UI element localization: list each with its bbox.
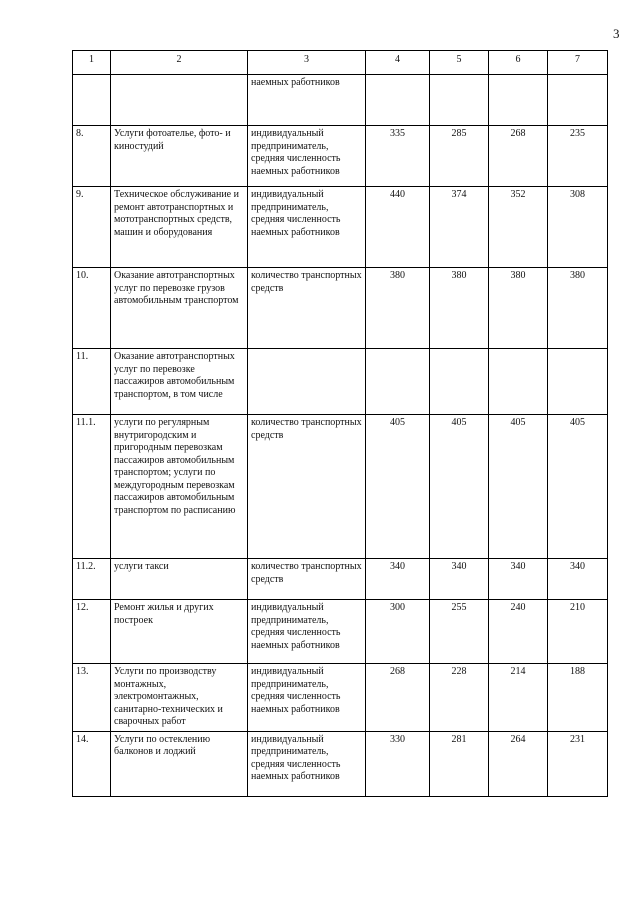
row-index: 11.1. [73,415,111,559]
physical-indicator: количество транспортных средств [248,415,366,559]
physical-indicator: количество транспортных средств [248,268,366,349]
value-col-6 [489,349,548,415]
value-col-4: 340 [366,559,430,600]
physical-indicator: индивидуальный предприниматель, средняя численность наемных работников [248,126,366,187]
value-col-4: 405 [366,415,430,559]
value-col-5: 285 [430,126,489,187]
value-col-6: 264 [489,731,548,796]
row-index: 11. [73,349,111,415]
header-cell: 1 [73,51,111,75]
table-row [73,664,608,732]
row-index: 8. [73,126,111,187]
physical-indicator: индивидуальный предприниматель, средняя численность наемных работников [248,731,366,796]
value-col-6: 214 [489,664,548,732]
service-name: услуги по регулярным внутригородским и пригородным перевозкам пассажиров автомобильным транспортом; услуги по междугородным перевозкам пассажиров автомобильным транспортом по расписанию [111,415,248,559]
table-row [73,415,608,559]
page-number: 3 [613,26,620,41]
row-index: 13. [73,664,111,732]
value-col-6: 380 [489,268,548,349]
header-cell: 5 [430,51,489,75]
physical-indicator: количество транспортных средств [248,559,366,600]
value-col-7: 308 [548,187,608,268]
table-body [73,75,608,797]
physical-indicator: индивидуальный предприниматель, средняя численность наемных работников [248,664,366,732]
table-row [73,75,608,126]
value-col-4 [366,75,430,126]
header-cell: 7 [548,51,608,75]
value-col-5: 255 [430,600,489,664]
value-col-6: 268 [489,126,548,187]
value-col-5: 228 [430,664,489,732]
service-name: услуги такси [111,559,248,600]
header-cell: 2 [111,51,248,75]
value-col-7: 188 [548,664,608,732]
table-row [73,559,608,600]
value-col-4: 335 [366,126,430,187]
service-name: Ремонт жилья и других построек [111,600,248,664]
physical-indicator: индивидуальный предприниматель, средняя численность наемных работников [248,600,366,664]
row-index [73,75,111,126]
value-col-5 [430,349,489,415]
value-col-7 [548,75,608,126]
header-cell: 3 [248,51,366,75]
table-row [73,600,608,664]
row-index: 9. [73,187,111,268]
header-cell: 6 [489,51,548,75]
value-col-5: 281 [430,731,489,796]
value-col-5: 374 [430,187,489,268]
value-col-5: 405 [430,415,489,559]
value-col-7: 231 [548,731,608,796]
value-col-5 [430,75,489,126]
value-col-6: 405 [489,415,548,559]
service-name: Услуги фотоателье, фото- и киностудий [111,126,248,187]
physical-indicator: наемных работников [248,75,366,126]
service-name [111,75,248,126]
value-col-4 [366,349,430,415]
value-col-4: 380 [366,268,430,349]
header-cell: 4 [366,51,430,75]
tariff-table [72,50,608,797]
value-col-4: 330 [366,731,430,796]
value-col-6: 352 [489,187,548,268]
row-index: 10. [73,268,111,349]
value-col-6 [489,75,548,126]
table-row [73,187,608,268]
table-row [73,268,608,349]
value-col-7: 340 [548,559,608,600]
physical-indicator: индивидуальный предприниматель, средняя численность наемных работников [248,187,366,268]
value-col-7: 405 [548,415,608,559]
table-row [73,349,608,415]
physical-indicator [248,349,366,415]
value-col-7: 380 [548,268,608,349]
value-col-5: 340 [430,559,489,600]
value-col-4: 440 [366,187,430,268]
row-index: 11.2. [73,559,111,600]
value-col-6: 240 [489,600,548,664]
value-col-7: 210 [548,600,608,664]
value-col-4: 268 [366,664,430,732]
value-col-7 [548,349,608,415]
service-name: Оказание автотранспортных услуг по перевозке пассажиров автомобильным транспортом, в том числе [111,349,248,415]
service-name: Услуги по остеклению балконов и лоджий [111,731,248,796]
value-col-5: 380 [430,268,489,349]
value-col-4: 300 [366,600,430,664]
table-row [73,126,608,187]
table-row [73,731,608,796]
header-row [73,51,608,75]
service-name: Услуги по производству монтажных, электромонтажных, санитарно-технических и сварочных работ [111,664,248,732]
service-name: Техническое обслуживание и ремонт автотранспортных и мототранспортных средств, машин и оборудования [111,187,248,268]
service-name: Оказание автотранспортных услуг по перевозке грузов автомобильным транспортом [111,268,248,349]
row-index: 14. [73,731,111,796]
value-col-7: 235 [548,126,608,187]
row-index: 12. [73,600,111,664]
value-col-6: 340 [489,559,548,600]
